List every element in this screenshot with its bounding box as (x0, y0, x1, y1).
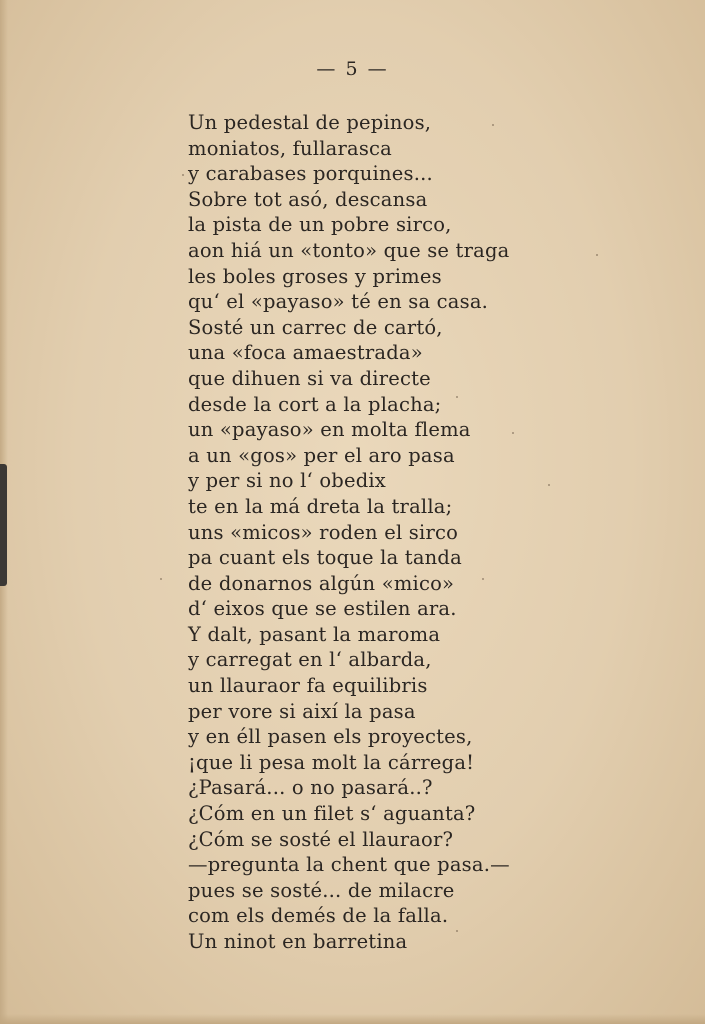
poem-line: moniatos, fullarasca (188, 136, 393, 160)
poem-line: te en la má dreta la tralla; (188, 494, 453, 518)
poem-line: les boles groses y primes (188, 264, 442, 288)
poem-text (188, 110, 510, 955)
poem-line: y carabases porquines... (188, 162, 433, 186)
poem-line: que dihuen si va directe (188, 366, 431, 390)
poem-line: la pista de un pobre sirco, (188, 213, 452, 237)
page-bottom-shadow (0, 1014, 705, 1024)
paper-speck (596, 254, 598, 256)
paper-speck (548, 484, 550, 486)
poem-line: y en éll pasen els proyectes, (188, 725, 473, 749)
binding-thread (0, 464, 7, 586)
poem-line: y carregat en l‘ albarda, (188, 648, 432, 672)
poem-line: —pregunta la chent que pasa.— (188, 853, 510, 877)
poem-line: per vore si així la pasa (188, 699, 416, 723)
poem-line: y per si no l‘ obedix (188, 469, 387, 493)
paper-speck (182, 174, 184, 176)
poem-line: aon hiá un «tonto» que se traga (188, 238, 510, 262)
poem-line: com els demés de la falla. (188, 904, 449, 928)
poem-line: d‘ eixos que se estilen ara. (188, 597, 457, 621)
poem-line: ¿Cóm en un filet s‘ aguanta? (188, 802, 476, 826)
poem-line: Un ninot en barretina (188, 930, 408, 953)
paper-speck (160, 578, 162, 580)
poem-line: Sobre tot asó, descansa (188, 187, 428, 211)
poem-line: ¿Pasará... o no pasará..? (188, 776, 433, 800)
poem-line: un «payaso» en molta flema (188, 418, 471, 442)
poem-line: uns «micos» roden el sirco (188, 520, 459, 544)
poem-line: desde la cort a la placha; (188, 392, 442, 416)
paper-speck (512, 432, 514, 434)
poem-line: Sosté un carrec de cartó, (188, 315, 443, 339)
poem-line: ¡que li pesa molt la cárrega! (188, 750, 475, 774)
poem-line: a un «gos» per el aro pasa (188, 443, 455, 467)
page-number: — 5 — (316, 58, 389, 80)
poem-line: una «foca amaestrada» (188, 341, 423, 365)
poem-line: qu‘ el «payaso» té en sa casa. (188, 290, 489, 314)
poem-line: pa cuant els toque la tanda (188, 546, 462, 570)
poem-line: Un pedestal de pepinos, (188, 111, 432, 134)
poem-line: un llauraor fa equilibris (188, 674, 428, 698)
poem-line: pues se sosté... de milacre (188, 878, 455, 902)
poem-line: de donarnos algún «mico» (188, 571, 455, 595)
poem-line: ¿Cóm se sosté el llauraor? (188, 827, 454, 851)
poem-line: Y dalt, pasant la maroma (188, 622, 441, 646)
